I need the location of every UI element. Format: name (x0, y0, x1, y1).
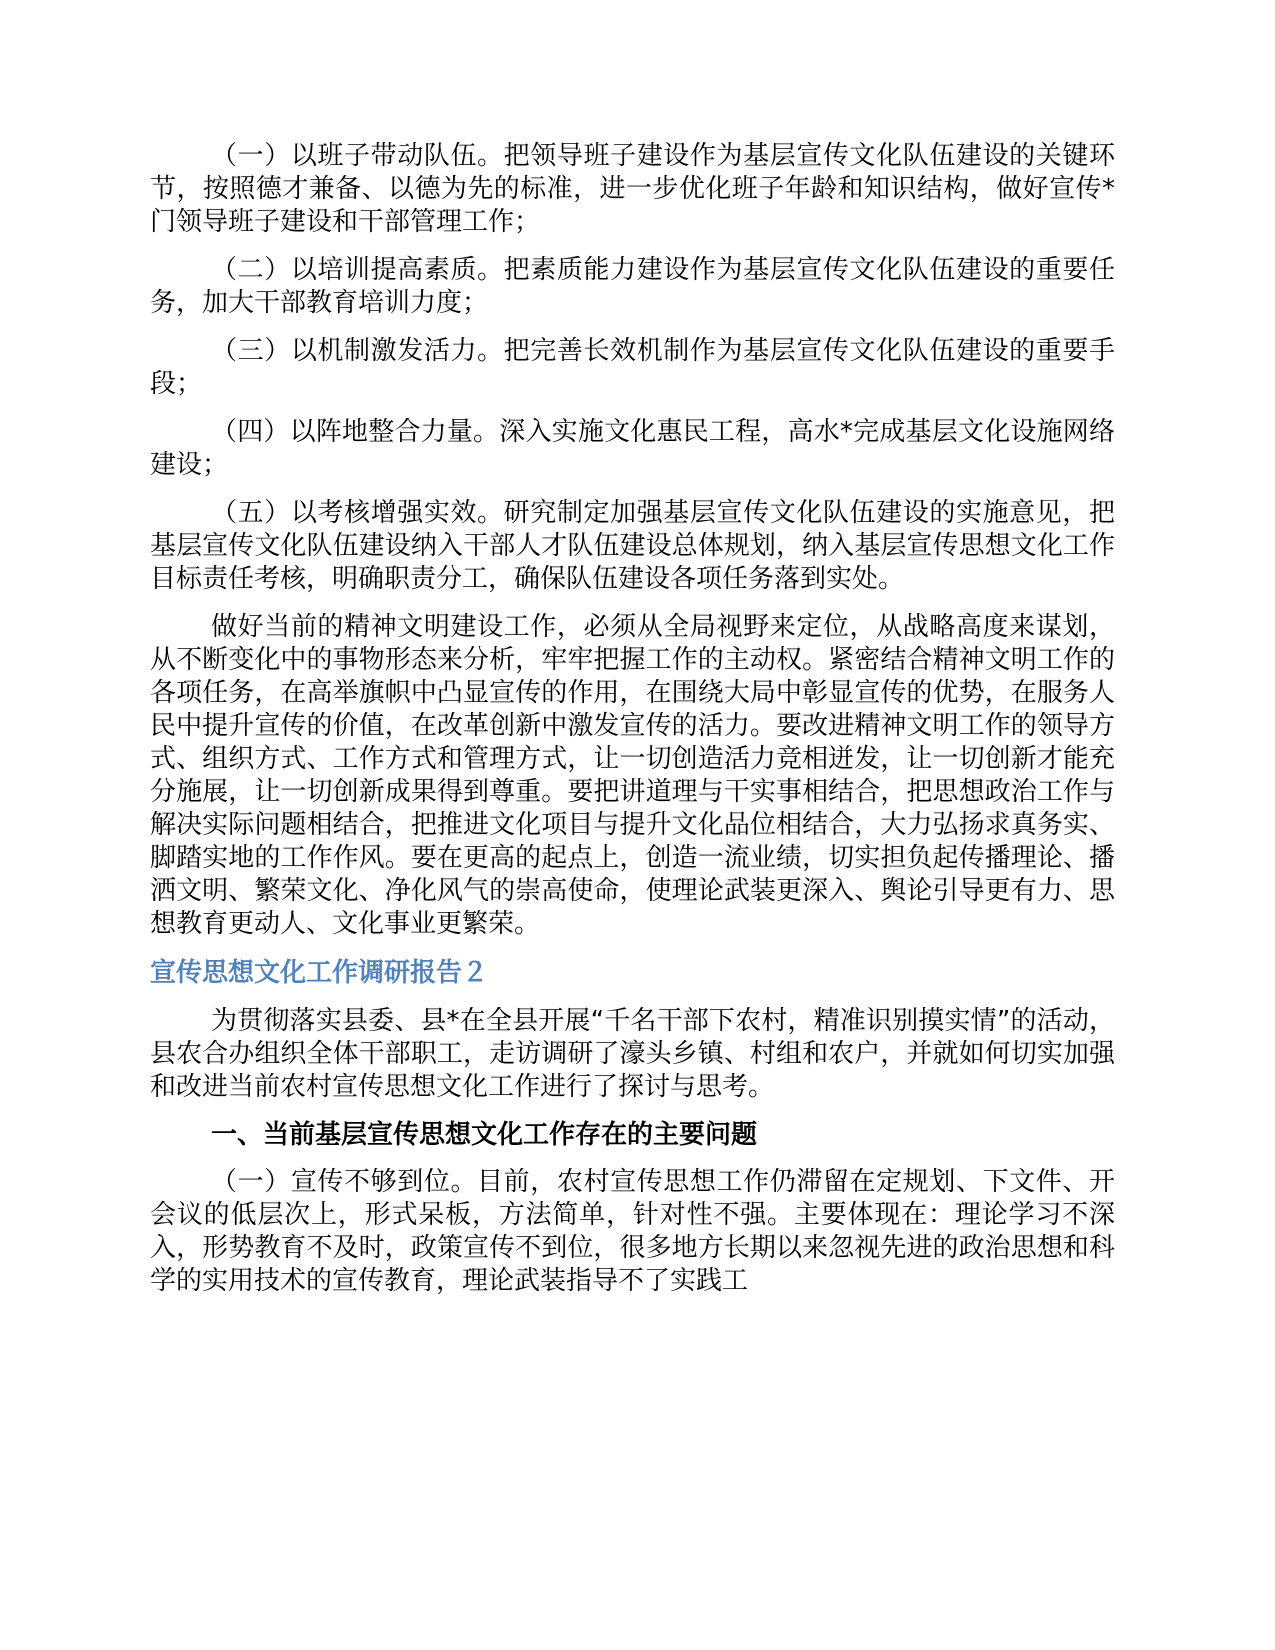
paragraph-publicity-problem: （一）宣传不够到位。目前，农村宣传思想工作仍滞留在定规划、下文件、开会议的低层次上，形式呆板，方法简单，针对性不强。主要体现在：理论学习不深入，形势教育不及时，政策宣传不到位，很多地方长期以来忽视先进的政治思想和科学的实用技术的宣传教育，理论武装指导不了实践工 (150, 1167, 1115, 1296)
document-page (150, 140, 1115, 1313)
paragraph-intro: 为贯彻落实县委、县*在全县开展“千名干部下农村，精准识别摸实情”的活动，县农合办组织全体干部职工，走访调研了濠头乡镇、村组和农户，并就如何切实加强和改进当前农村宣传思想文化工作进行了探讨与思考。 (150, 1006, 1115, 1102)
paragraph-position: （四）以阵地整合力量。深入实施文化惠民工程，高水*完成基层文化设施网络建设； (150, 417, 1115, 480)
paragraph-spiritual-civilization: 做好当前的精神文明建设工作，必须从全局视野来定位，从战略高度来谋划，从不断变化中的事物形态来分析，牢牢把握工作的主动权。紧密结合精神文明工作的各项任务，在高举旗帜中凸显宣传的作用，在围绕大局中彰显宣传的优势，在服务人民中提升宣传的价值，在改革创新中激发宣传的活力。要改进精神文明工作的领导方式、组织方式、工作方式和管理方式，让一切创造活力竞相迸发，让一切创新才能充分施展，让一切创新成果得到尊重。要把讲道理与干实事相结合，把思想政治工作与解决实际问题相结合，把推进文化项目与提升文化品位相结合，大力弘扬求真务实、脚踏实地的工作作风。要在更高的起点上，创造一流业绩，切实担负起传播理论、播洒文明、繁荣文化、净化风气的崇高使命，使理论武装更深入、舆论引导更有力、思想教育更动人、文化事业更繁荣。 (150, 612, 1115, 939)
paragraph-assessment: （五）以考核增强实效。研究制定加强基层宣传文化队伍建设的实施意见，把基层宣传文化队伍建设纳入干部人才队伍建设总体规划，纳入基层宣传思想文化工作目标责任考核，明确职责分工，确保队伍建设各项任务落到实处。 (150, 498, 1115, 594)
paragraph-mechanism: （三）以机制激发活力。把完善长效机制作为基层宣传文化队伍建设的重要手段； (150, 336, 1115, 399)
paragraph-team-leadership: （一）以班子带动队伍。把领导班子建设作为基层宣传文化队伍建设的关键环节，按照德才兼备、以德为先的标准，进一步优化班子年龄和知识结构，做好宣传*门领导班子建设和干部管理工作； (150, 141, 1115, 237)
section-title: 一、当前基层宣传思想文化工作存在的主要问题 (211, 1120, 758, 1150)
report-heading: 宣传思想文化工作调研报告２ (150, 958, 489, 988)
paragraph-training: （二）以培训提高素质。把素质能力建设作为基层宣传文化队伍建设的重要任务，加大干部教育培训力度； (150, 255, 1115, 318)
